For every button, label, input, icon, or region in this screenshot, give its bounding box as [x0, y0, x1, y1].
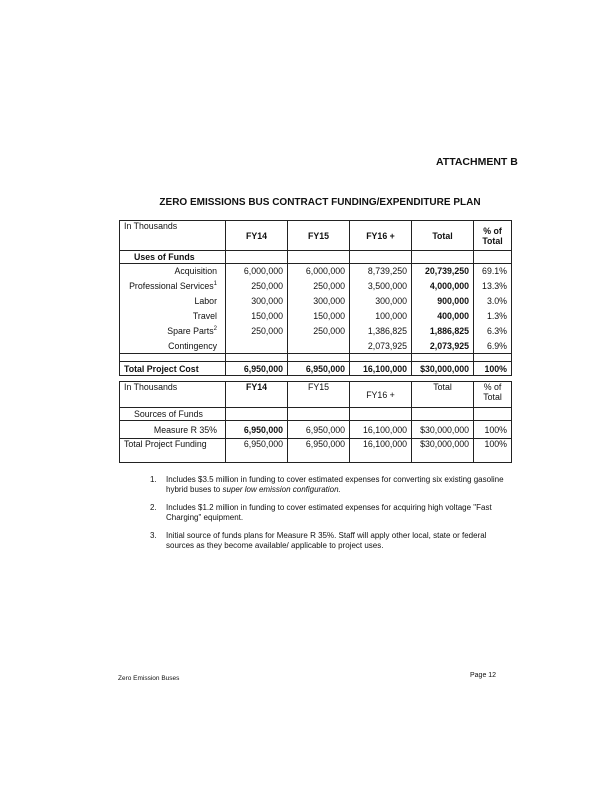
row-label: Measure R 35% [120, 421, 226, 439]
footnote-body: Initial source of funds plans for Measure R 35%. Staff will apply other local, state or federal sources as they become available/ applicable to project uses. [166, 531, 487, 550]
cell-pct: 13.3% [474, 279, 512, 294]
col-header-total: Total [412, 221, 474, 251]
cell-fy16: 3,500,000 [350, 279, 412, 294]
table-row [120, 309, 512, 324]
footnote-text [166, 531, 510, 551]
table-row [120, 339, 512, 354]
row-label [120, 264, 226, 279]
col-header-pct: % of Total [474, 221, 512, 251]
col-header-fy16: FY16 + [350, 382, 412, 408]
footnote-number: 2. [150, 503, 157, 512]
col-header-fy15: FY15 [288, 382, 350, 408]
cell-fy15: 6,950,000 [288, 421, 350, 439]
page-number: Page 12 [470, 672, 497, 679]
cell-fy15: 300,000 [288, 294, 350, 309]
row-label-text: Spare Parts [167, 326, 214, 336]
cell-pct: 1.3% [474, 309, 512, 324]
cell-fy15: 250,000 [288, 279, 350, 294]
cell-fy15: 250,000 [288, 324, 350, 339]
col-header-fy15: FY15 [288, 221, 350, 251]
cell-fy16: 100,000 [350, 309, 412, 324]
cell-fy15 [288, 339, 350, 354]
cell-fy14: 300,000 [226, 294, 288, 309]
total-pct: 100% [474, 439, 512, 463]
total-row [120, 362, 512, 376]
cell-fy15: 6,000,000 [288, 264, 350, 279]
total-fy16: 16,100,000 [350, 439, 412, 463]
row-label [120, 309, 226, 324]
cell-pct: 69.1% [474, 264, 512, 279]
attachment-label: ATTACHMENT B [436, 156, 518, 168]
cell-fy16: 8,739,250 [350, 264, 412, 279]
footnotes [150, 475, 510, 559]
page-title: ZERO EMISSIONS BUS CONTRACT FUNDING/EXPENDITURE PLAN [159, 197, 481, 208]
footnote-ref: 2 [213, 326, 217, 333]
cell-total: 400,000 [412, 309, 474, 324]
table-row [120, 294, 512, 309]
total-label: Total Project Cost [120, 362, 226, 376]
footnote-text [166, 503, 510, 523]
cell-fy15: 150,000 [288, 309, 350, 324]
cell-total: 4,000,000 [412, 279, 474, 294]
total-label: Total Project Funding [120, 439, 226, 463]
cell-pct: 100% [474, 421, 512, 439]
footnote-body: Includes $3.5 million in funding to cover estimated expenses for converting six existing gasoline hybrid buses to [166, 475, 504, 494]
row-label [120, 339, 226, 354]
table-row [120, 279, 512, 294]
col-header-fy14: FY14 [226, 382, 288, 408]
section-label: Sources of Funds [120, 408, 226, 421]
cell-fy16: 300,000 [350, 294, 412, 309]
table-row [120, 421, 512, 439]
row-label [120, 324, 226, 339]
row-label-text: Travel [192, 311, 217, 321]
cell-fy16: 16,100,000 [350, 421, 412, 439]
cell-fy16: 1,386,825 [350, 324, 412, 339]
total-fy14: 6,950,000 [226, 362, 288, 376]
total-pct: 100% [474, 362, 512, 376]
cell-fy14: 250,000 [226, 279, 288, 294]
cell-total: $30,000,000 [412, 421, 474, 439]
footnote-number: 1. [150, 475, 157, 484]
footnote-body: Includes $1.2 million in funding to cover estimated expenses for acquiring high voltage "Fast Charging" equipment. [166, 503, 492, 522]
footnote-item [150, 531, 510, 551]
cell-fy14: 6,950,000 [226, 421, 288, 439]
row-label [120, 294, 226, 309]
col-header-total: Total [412, 382, 474, 408]
footnote-item [150, 503, 510, 523]
row-label-text: Professional Services [129, 281, 214, 291]
footnote-ref: 1 [213, 281, 217, 288]
cell-fy14 [226, 339, 288, 354]
section-label: Uses of Funds [120, 251, 226, 264]
total-row [120, 439, 512, 463]
table-row [120, 264, 512, 279]
footer-doc-name: Zero Emission Buses [118, 675, 180, 682]
cell-fy14: 6,000,000 [226, 264, 288, 279]
cell-total: 1,886,825 [412, 324, 474, 339]
total-total: $30,000,000 [412, 439, 474, 463]
footnote-text [166, 475, 510, 495]
sources-table [119, 381, 512, 463]
col-header-fy16: FY16 + [350, 221, 412, 251]
row-label [120, 279, 226, 294]
table-row [120, 324, 512, 339]
total-fy15: 6,950,000 [288, 362, 350, 376]
cell-pct: 6.3% [474, 324, 512, 339]
total-fy16: 16,100,000 [350, 362, 412, 376]
col-header-label: In Thousands [120, 221, 226, 251]
footnote-item [150, 475, 510, 495]
total-fy14: 6,950,000 [226, 439, 288, 463]
uses-table [119, 220, 512, 376]
cell-pct: 6.9% [474, 339, 512, 354]
cell-fy14: 150,000 [226, 309, 288, 324]
row-label-text: Contingency [168, 340, 217, 351]
cell-total: 20,739,250 [412, 264, 474, 279]
col-header-fy14: FY14 [226, 221, 288, 251]
cell-total: 900,000 [412, 294, 474, 309]
total-fy15: 6,950,000 [288, 439, 350, 463]
cell-total: 2,073,925 [412, 339, 474, 354]
total-total: $30,000,000 [412, 362, 474, 376]
row-label-text: Labor [194, 296, 217, 306]
footnote-emphasis: super low emission configuration. [222, 485, 341, 494]
col-header-pct: % of Total [474, 382, 512, 408]
cell-pct: 3.0% [474, 294, 512, 309]
footnote-number: 3. [150, 531, 157, 540]
cell-fy14: 250,000 [226, 324, 288, 339]
cell-fy16: 2,073,925 [350, 339, 412, 354]
col-header-label: In Thousands [120, 382, 226, 408]
row-label-text: Acquisition [174, 266, 217, 277]
